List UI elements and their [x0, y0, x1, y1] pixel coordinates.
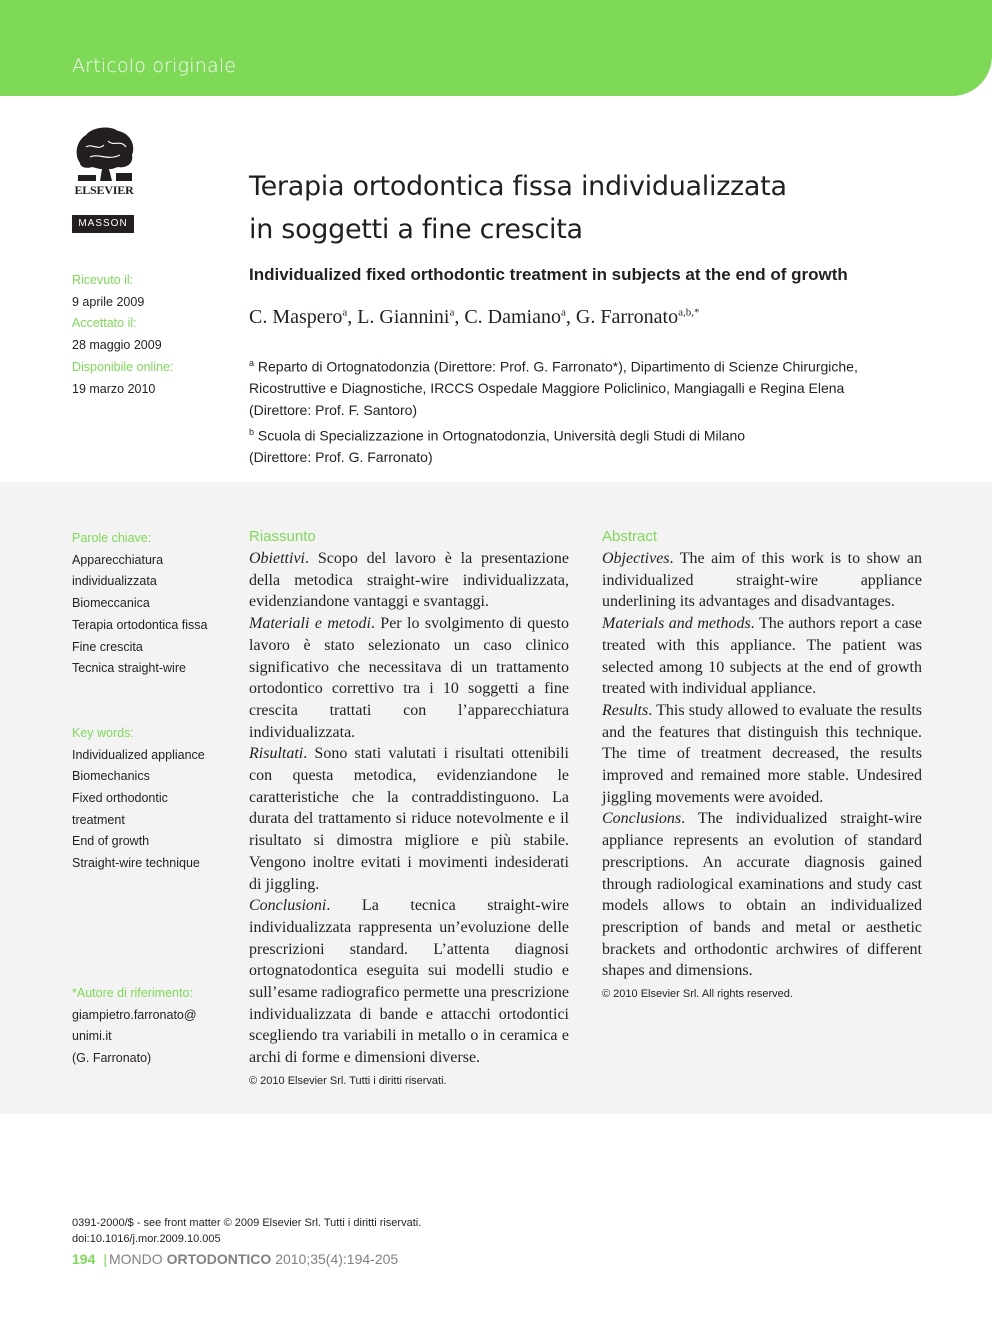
affiliation-line: (Direttore: Prof. F. Santoro): [249, 402, 418, 419]
abstract-section: [602, 808, 922, 982]
keyword-item: Biomechanics: [72, 769, 150, 784]
affiliation-mark: b: [249, 426, 255, 437]
journal-name-part2: ORTODONTICO: [166, 1251, 272, 1267]
keyword-item: Terapia ortodontica fissa: [72, 617, 208, 632]
section-text: . The individualized straight-wire appliance represents an evolution of standard prescriptions. An accurate diagnosis gained through radiological examinations and study cast models allows to obtain an individualized prescription of bands and metal or aesthetic brackets and orthodontic archwires of different shapes and dimensions.: [602, 810, 922, 980]
riassunto-section: [249, 743, 569, 895]
section-text: . Sono stati valutati i risultati ottenibili con questa metodica, evidenziandone le caratteristiche che la contraddistinguono. La durata del trattamento si riduce notevolmente e il risultato si dimostra migliore e più stabile. Vengono inoltre evitati i movimenti indesiderati di jiggling.: [249, 745, 569, 893]
author-separator: ,: [565, 306, 576, 328]
keyword-item: treatment: [72, 812, 125, 827]
elsevier-tree-logo: [72, 125, 138, 183]
elsevier-wordmark: ELSEVIER: [74, 183, 134, 197]
author-affil-mark: a: [449, 306, 455, 319]
author-name: G. Farronato: [575, 306, 679, 328]
keyword-item: Biomeccanica: [72, 596, 150, 611]
section-label: Conclusioni: [249, 897, 327, 915]
front-matter-line: 0391-2000/$ - see front matter © 2009 Elsevier Srl. Tutti i diritti riservati.: [72, 1217, 422, 1229]
online-label: Disponibile online:: [72, 359, 174, 374]
section-text: . Scopo del lavoro è la presentazione della metodica straight-wire individualizzata, evidenziandone vantaggi e svantaggi.: [249, 550, 569, 611]
keyword-item: Fine crescita: [72, 639, 143, 654]
abstract-copyright: © 2010 Elsevier Srl. All rights reserved.: [602, 988, 793, 1001]
riassunto-section: [249, 895, 569, 1069]
section-label: Results: [602, 701, 649, 719]
section-label: Conclusions: [602, 810, 682, 828]
author-list: [249, 306, 699, 329]
affiliation-line: $^a$ Reparto di Ortognatodonzia (Direttore: Prof. G. Farronato*), Dipartimento di Scienze Chirurgiche,: [249, 358, 858, 375]
accepted-date: 28 maggio 2009: [72, 338, 162, 353]
author-name: C. Damiano: [464, 306, 561, 328]
affiliations: [249, 353, 949, 469]
riassunto-heading: Riassunto: [249, 528, 316, 545]
abstract-section: [602, 548, 922, 613]
abstract-column: [602, 527, 922, 1000]
keyword-item: Apparecchiatura: [72, 552, 164, 567]
section-text: . La tecnica straight-wire individualizzata rappresenta un’evoluzione delle prescrizioni standard. L’attenta diagnosi ortognatodontica eseguita sui modelli studio e sull’esame radiografico permette una prescrizione individualizzata di bande e attacchi ortodontici scegliendo tra variabili in metallo o in ceramica e archi di forme e dimensioni diverse.: [249, 897, 569, 1067]
journal-citation: [72, 1251, 398, 1267]
title-line-1: Terapia ortodontica fissa individualizzata: [249, 171, 787, 202]
correspondence: [72, 983, 237, 1070]
received-label: Ricevuto il:: [72, 273, 134, 287]
abstract-section: [602, 700, 922, 809]
author-separator: ,: [347, 306, 358, 328]
riassunto-section: [249, 548, 569, 613]
author-separator: ,: [454, 306, 465, 328]
affiliation-mark: a: [249, 358, 255, 368]
accepted-label: Accettato il:: [72, 316, 137, 331]
keyword-item: Straight-wire technique: [72, 856, 200, 871]
riassunto-copyright: © 2010 Elsevier Srl. Tutti i diritti riservati.: [249, 1074, 447, 1087]
keyword-item: Fixed orthodontic: [72, 791, 168, 806]
journal-citation-detail: 2010;35(4):194-205: [275, 1251, 399, 1267]
keyword-item: Individualized appliance: [72, 747, 205, 762]
header-banner: [0, 0, 992, 96]
article-dates: [72, 270, 232, 400]
section-text: . The aim of this work is to show an individualized straight-wire appliance underlining its advantages and disadvantages.: [602, 550, 922, 611]
journal-name-part1: MONDO: [109, 1251, 163, 1267]
received-date: 9 aprile 2009: [72, 294, 145, 309]
riassunto-section: [249, 613, 569, 743]
article-type-label: Articolo originale: [72, 55, 237, 77]
author-affil-mark: a,b,*: [678, 306, 700, 319]
affiliation-line: Ricostruttive e Diagnostiche, IRCCS Ospedale Maggiore Policlinico, Mangiagalli e Regina Elena: [249, 380, 845, 397]
section-text: . This study allowed to evaluate the results and the features that distinguish this technique. The time of treatment decreased, the results improved and remained more stable. Undesired jiggling movements were avoided.: [602, 701, 922, 806]
doi-line[interactable]: doi:10.1016/j.mor.2009.10.005: [72, 1233, 221, 1245]
keywords-it-heading: Parole chiave:: [72, 531, 152, 545]
section-label: Obiettivi: [249, 550, 305, 567]
riassunto-body: [249, 548, 569, 1069]
keyword-item: individualizzata: [72, 574, 157, 589]
affiliation-line: (Direttore: Prof. G. Farronato): [249, 449, 433, 466]
keywords-column: [72, 528, 237, 875]
article-subtitle: Individualized fixed orthodontic treatment in subjects at the end of growth: [249, 265, 848, 284]
section-text: . The authors report a case treated with this appliance. The patient was selected among 10 subjects at the end of growth treated with individual appliance.: [602, 615, 922, 698]
abstract-heading: Abstract: [602, 528, 658, 545]
masson-imprint: MASSON: [72, 215, 134, 233]
author-affil-mark: a: [560, 306, 566, 319]
author-name: L. Giannini: [357, 306, 450, 328]
section-label: Materials and methods: [602, 615, 751, 633]
section-text: . Per lo svolgimento di questo lavoro è stato selezionato un caso clinico significativo che necessitava di un trattamento ortodontico correttivo tra i 10 soggetti a fine crescita trattati con l’apparecchiatura individualizzata.: [249, 615, 569, 741]
online-date: 19 marzo 2010: [72, 381, 156, 396]
author-name: C. Maspero: [249, 306, 343, 328]
correspondence-name: (G. Farronato): [72, 1051, 152, 1066]
section-label: Objectives: [602, 550, 670, 567]
author-affil-mark: a: [342, 306, 348, 319]
abstract-section: [602, 613, 922, 700]
correspondence-email-line1[interactable]: giampietro.farronato@: [72, 1007, 197, 1022]
separator-bar: |: [103, 1251, 107, 1267]
abstract-body: [602, 548, 922, 982]
footer-notes: [72, 1215, 421, 1247]
page-number: 194: [72, 1251, 96, 1267]
section-label: Materiali e metodi: [249, 615, 371, 633]
section-label: Risultati: [249, 745, 304, 763]
correspondence-label: *Autore di riferimento:: [72, 986, 193, 1000]
riassunto-column: [249, 527, 569, 1087]
correspondence-email-line2[interactable]: unimi.it: [72, 1029, 112, 1044]
keyword-item: End of growth: [72, 834, 150, 849]
affiliation-line: $^b$ Scuola di Specializzazione in Ortognatodonzia, Università degli Studi di Milano: [249, 426, 746, 444]
keywords-en-heading: Key words:: [72, 725, 134, 740]
article-title: [249, 165, 949, 251]
title-line-2: in soggetti a fine crescita: [249, 214, 583, 245]
keyword-item: Tecnica straight-wire: [72, 661, 186, 676]
